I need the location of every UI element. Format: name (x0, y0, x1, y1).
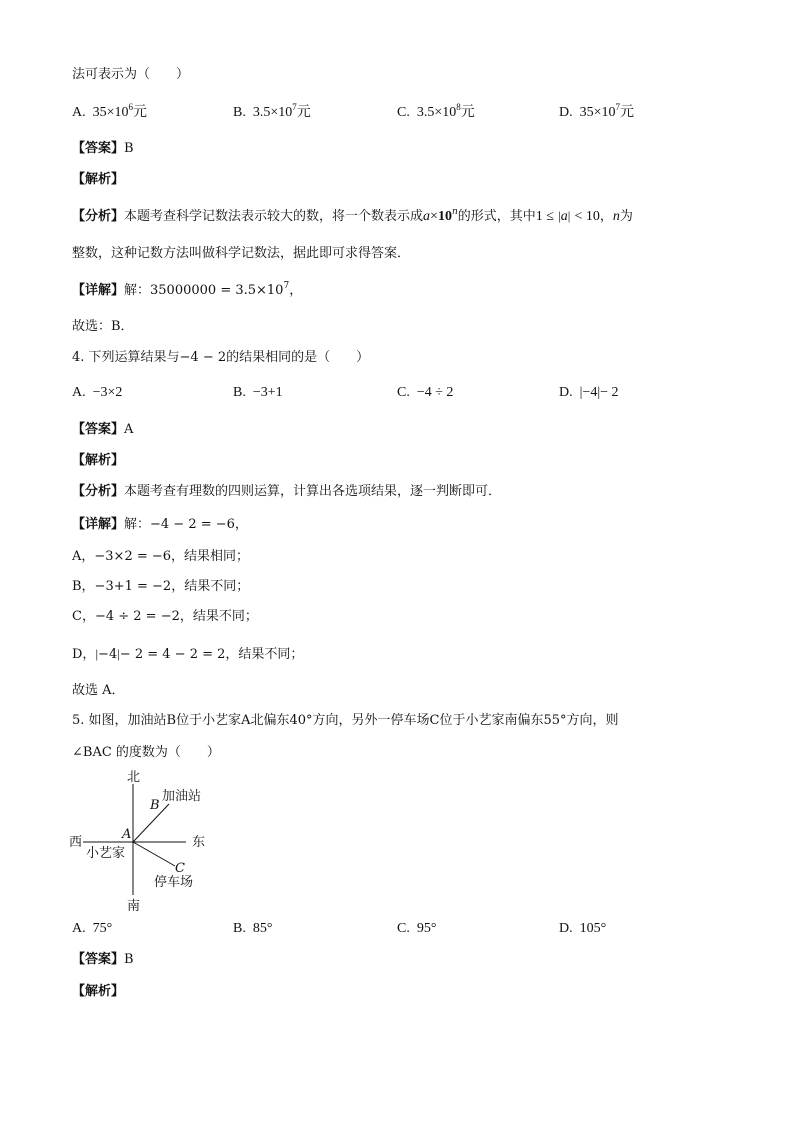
ray-ac (133, 842, 175, 866)
compass-figure (66, 768, 226, 918)
q4-choose: 故选 A． (72, 683, 125, 698)
q4-option-c: C. −4 ÷ 2 (397, 385, 454, 400)
q3-detail: 【详解】解：$35000000 = 3.5\times 10^7$， (72, 281, 303, 298)
answer-tag: 【答案】 (72, 141, 125, 156)
label-south: 南 (127, 899, 141, 914)
q5-jiexi: 【解析】 (72, 984, 125, 999)
label-west: 西 (69, 835, 83, 850)
q5-stem-line-2: ∠BAC 的度数为（ ） (72, 745, 220, 760)
q5-answer: 【答案】B (72, 952, 134, 967)
label-point-b: B (150, 798, 160, 813)
q3-option-a: A. $35\times 10^6$元 (72, 102, 148, 120)
q4-option-d: D. |−4|− 2 (559, 385, 619, 400)
q4-jiexi: 【解析】 (72, 453, 125, 468)
label-home: 小艺家 (86, 846, 126, 861)
q4-detail: 【详解】解：−4 − 2 = −6， (72, 517, 248, 532)
q4-option-b: B. −3+1 (233, 385, 283, 400)
q4-option-a: A. −3×2 (72, 385, 123, 400)
q3-answer (72, 140, 134, 158)
q4-line-c: C，−4 ÷ 2 = −2，结果不同； (72, 609, 258, 624)
q3-option-d: D. $35\times 10^7$元 (559, 102, 635, 120)
q4-analysis: 【分析】本题考查有理数的四则运算，计算出各选项结果，逐一判断即可． (72, 484, 502, 499)
q3-choose: 故选：B． (72, 319, 134, 334)
q3-option-c: C. $3.5\times 10^8$元 (397, 102, 475, 120)
q3-stem-tail: 法可表示为（ ） (72, 67, 190, 82)
q4-line-d: D，|−4|− 2 = 4 − 2 = 2，结果不同； (72, 646, 304, 662)
q4-stem: 4. 下列运算结果与−4 − 2的结果相同的是（ ） (72, 350, 370, 365)
q5-stem-line-1: 5. 如图，加油站B位于小艺家A北偏东40°方向，另外一停车场C位于小艺家南偏东55°方向，则 (72, 713, 619, 728)
label-point-c: C (175, 861, 185, 876)
q3-analysis-line-2: 整数，这种记数方法叫做科学记数法，据此即可求得答案． (72, 246, 411, 261)
q3-option-b: B. $3.5\times 10^7$元 (233, 102, 311, 120)
label-north: 北 (127, 770, 141, 785)
q3-jiexi: 【解析】 (72, 172, 125, 187)
q5-option-d: D. 105° (559, 921, 607, 936)
label-east: 东 (192, 835, 206, 850)
q4-line-a: A，−3×2 = −6，结果相同； (72, 549, 250, 564)
q4-answer: 【答案】A (72, 422, 134, 437)
label-point-a: A (122, 827, 132, 842)
q3-analysis-line-1: 【分析】本题考查科学记数法表示较大的数，将一个数表示成$a\times 10^n$的形式，其中1 ≤ |a| < 10，n为 (72, 207, 633, 224)
q5-option-c: C. 95° (397, 921, 437, 936)
q5-option-a: A. 75° (72, 921, 113, 936)
label-gas-station: 加油站 (162, 789, 202, 804)
q5-option-b: B. 85° (233, 921, 273, 936)
answer-value: B (124, 141, 134, 156)
label-parking: 停车场 (154, 875, 194, 890)
q4-line-b: B，−3+1 = −2，结果不同； (72, 579, 250, 594)
